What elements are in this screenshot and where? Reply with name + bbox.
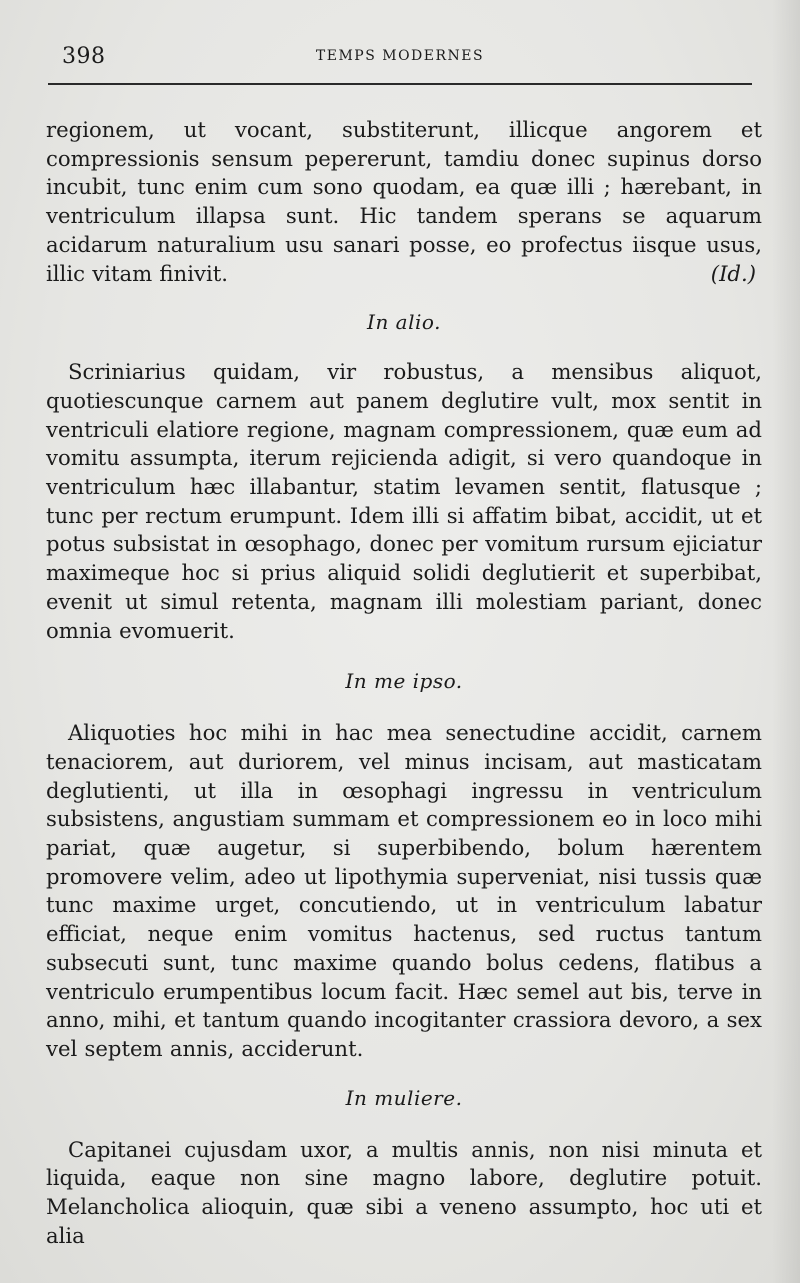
page-number: 398 — [62, 44, 106, 69]
section-heading: In alio. — [367, 310, 441, 335]
section-heading: In muliere. — [345, 1085, 463, 1110]
page-edge-shadow — [772, 0, 800, 1283]
paragraph: Capitanei cujusdam uxor, a multis annis, non nisi minuta et liquida, eaque non sine magno labore, deglutire potuit. Melancholica alioquin, quæ sibi a veneno assumpto, hoc uti et alia — [46, 1136, 762, 1248]
paragraph: Scriniarius quidam, vir robustus, a mensibus aliquot, quotiescunque carnem aut panem deglutire vult, mox sentit in ventriculi elatiore regione, magnam compressionem, quæ eum ad vomitu assumpta, iterum rejicienda adigit, si vero quandoque in ventriculum hæc illabantur, statim levamen sentit, flatusque ; tunc per rectum erumpunt. Idem illi si affatim bibat, accidit, ut et potus subsistat in œsophago, donec per vomitum rursum ejiciatur maximeque hoc si prius aliquid solidi deglutierit et superbibat, evenit ut simul retenta, magnam illi molestiam pariant, donec omnia evomuerit. — [46, 359, 762, 643]
page-header — [48, 38, 752, 78]
continuation-text: regionem, ut vocant, substiterunt, illicque angorem et compressionis sensum pepererunt, tamdiu donec supinus dorso incubit, tunc enim cum sono quodam, ea quæ illi ; hærebant, in ventriculum illapsa sunt. Hic tandem sperans se aquarum acidarum naturalium usu sanari posse, eo profectus iisque usus, illic vitam finivit. — [46, 117, 762, 286]
paragraph: Aliquoties hoc mihi in hac mea senectudine accidit, carnem tenaciorem, aut duriorem, vel minus incisam, aut masticatam deglutienti, ut illa in œsophagi ingressu in ventriculum subsistens, angustiam summam et compressionem eo in loco mihi pariat, quæ augetur, si superbibendo, bolum hærentem promovere velim, adeo ut lipothymia superveniat, nisi tussis quæ tunc maxime urget, concutiendo, ut in ventriculum labatur efficiat, neque enim vomitus hactenus, sed ructus tantum subsecuti sunt, tunc maxime quando bolus cedens, flatibus a ventriculo erumpentibus locum facit. Hæc semel aut bis, terve in anno, mihi, et tantum quando incogitanter crassiora devoro, a sex vel septem annis, acciderunt. — [46, 720, 762, 1061]
section-heading: In me ipso. — [345, 669, 463, 694]
citation: (Id.) — [710, 260, 756, 286]
body-text — [46, 116, 762, 1251]
running-title: TEMPS MODERNES — [315, 48, 485, 64]
header-rule — [48, 83, 752, 85]
paragraph-continuation — [46, 116, 762, 288]
